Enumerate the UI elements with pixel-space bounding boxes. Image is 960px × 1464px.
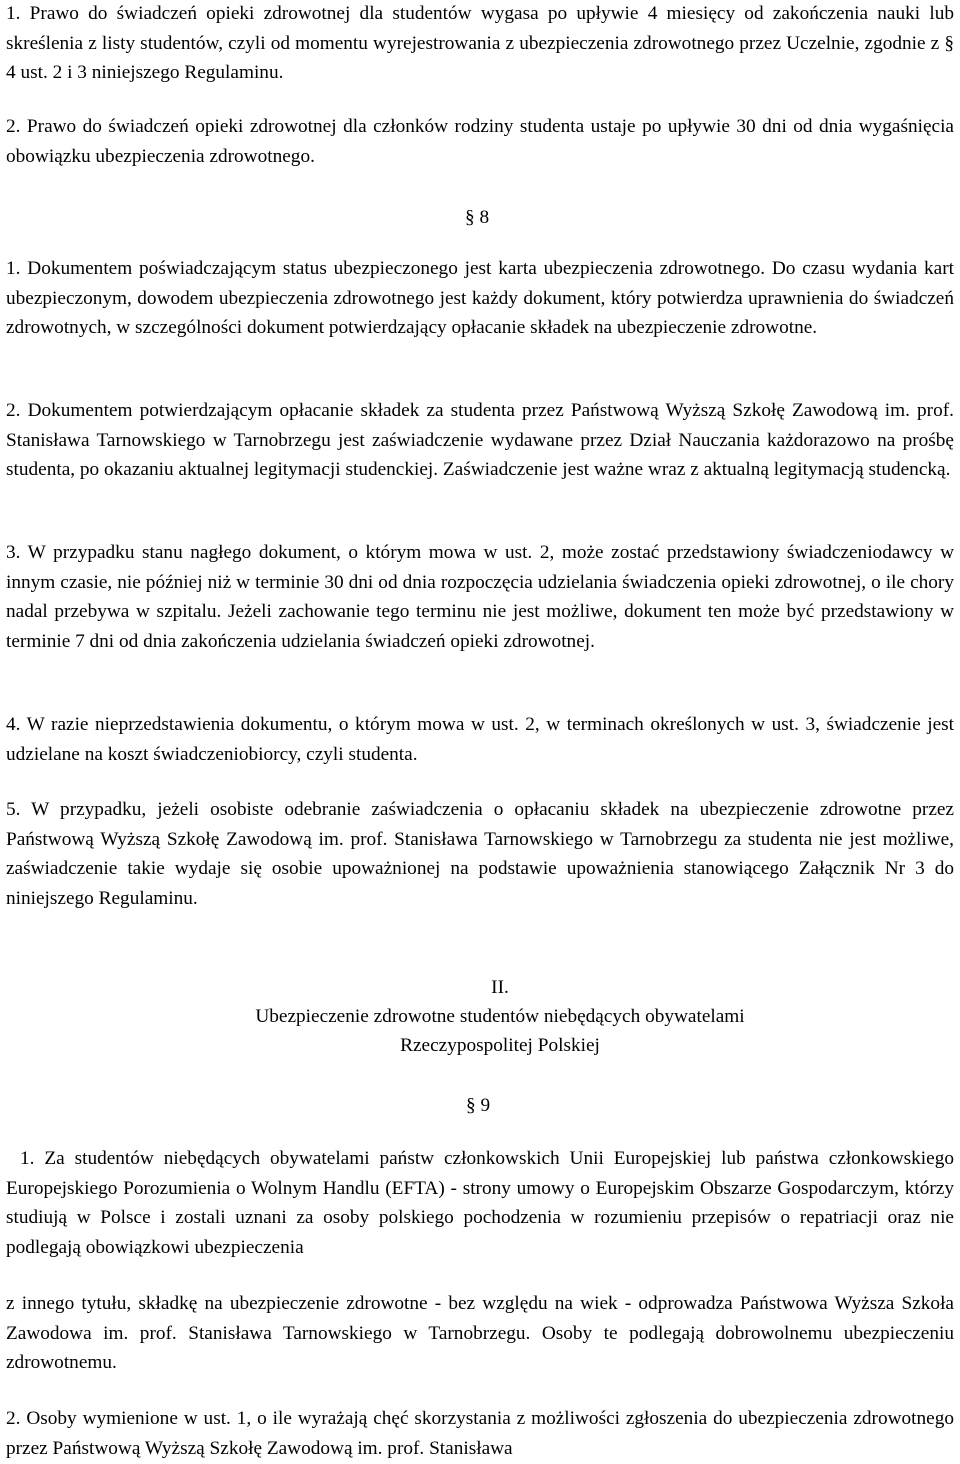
paragraph-9-1b: z innego tytułu, składkę na ubezpieczenie zdrowotne - bez względu na wiek - odprowadza Państwowa Wyższa Szkoła Zawodowa im. prof. Stanisława Tarnowskiego w Tarnobrzegu. Osoby te podlegają dobrowolnemu ubezpieczeniu zdrowotnemu. bbox=[6, 1293, 954, 1373]
paragraph-7-2: 2. Prawo do świadczeń opieki zdrowotnej dla członków rodziny studenta ustaje po upływie 30 dni od dnia wygaśnięcia obowiązku ubezpieczenia zdrowotnego. bbox=[6, 116, 954, 167]
paragraph-8-2: 2. Dokumentem potwierdzającym opłacanie składek za studenta przez Państwową Wyższą Szkołę Zawodową im. prof. Stanisława Tarnowskiego w Tarnobrzegu jest zaświadczenie wydawane przez Dział Nauczania każdorazowo na prośbę studenta, po okazaniu aktualnej legitymacji studenckiej. Zaświadczenie jest ważne wraz z aktualną legitymacją studencką. bbox=[6, 400, 954, 480]
paragraph-7-1: 1. Prawo do świadczeń opieki zdrowotnej dla studentów wygasa po upływie 4 miesięcy od zakończenia nauki lub skreślenia z listy studentów, czyli od momentu wyrejestrowania z ubezpieczenia zdrowotnego przez Uczelnie, zgodnie z § 4 ust. 2 i 3 niniejszego Regulaminu. bbox=[6, 3, 954, 83]
section-9-heading: § 9 bbox=[466, 1095, 491, 1116]
paragraph-8-4: 4. W razie nieprzedstawienia dokumentu, o którym mowa w ust. 2, w terminach określonych w ust. 3, świadczenie jest udzielane na koszt świadczeniobiorcy, czyli studenta. bbox=[6, 714, 954, 765]
paragraph-8-1: 1. Dokumentem poświadczającym status ubezpieczonego jest karta ubezpieczenia zdrowotnego. Do czasu wydania kart ubezpieczonym, dowodem ubezpieczenia zdrowotnego jest każdy dokument, który potwierdza uprawnienia do świadczeń zdrowotnych, w szczególności dokument potwierdzający opłacanie składek na ubezpieczenie zdrowotne. bbox=[6, 258, 954, 338]
chapter-number: II. bbox=[491, 977, 509, 998]
chapter-title-line-1: Ubezpieczenie zdrowotne studentów niebędących obywatelami bbox=[255, 1006, 745, 1027]
paragraph-8-3: 3. W przypadku stanu nagłego dokument, o którym mowa w ust. 2, może zostać przedstawiony świadczeniodawcy w innym czasie, nie później niż w terminie 30 dni od dnia rozpoczęcia udzielania świadczenia opieki zdrowotnej, o ile chory nadal przebywa w szpitalu. Jeżeli zachowanie tego terminu nie jest możliwe, dokument ten może być przedstawiony w terminie 7 dni od dnia zakończenia udzielania świadczeń opieki zdrowotnej. bbox=[6, 542, 954, 652]
chapter-title-line-2: Rzeczypospolitej Polskiej bbox=[400, 1035, 600, 1056]
paragraph-9-1a: 1. Za studentów niebędących obywatelami państw członkowskich Unii Europejskiej lub państwa członkowskiego Europejskiego Porozumienia o Wolnym Handlu (EFTA) - strony umowy o Europejskim Obszarze Gospodarczym, którzy studiują w Polsce i zostali uznani za osoby polskiego pochodzenia w rozumieniu przepisów o repatriacji oraz nie podlegają obowiązkowi ubezpieczenia bbox=[6, 1148, 954, 1258]
section-8-heading: § 8 bbox=[465, 207, 490, 228]
paragraph-9-2: 2. Osoby wymienione w ust. 1, o ile wyrażają chęć skorzystania z możliwości zgłoszenia do ubezpieczenia zdrowotnego przez Państwową Wyższą Szkołę Zawodową im. prof. Stanisława bbox=[6, 1408, 954, 1459]
paragraph-8-5: 5. W przypadku, jeżeli osobiste odebranie zaświadczenia o opłacaniu składek na ubezpieczenie zdrowotne przez Państwową Wyższą Szkołę Zawodową im. prof. Stanisława Tarnowskiego w Tarnobrzegu za studenta nie jest możliwe, zaświadczenie takie wydaje się osobie upoważnionej na podstawie upoważnienia stanowiącego Załącznik Nr 3 do niniejszego Regulaminu. bbox=[6, 799, 954, 909]
